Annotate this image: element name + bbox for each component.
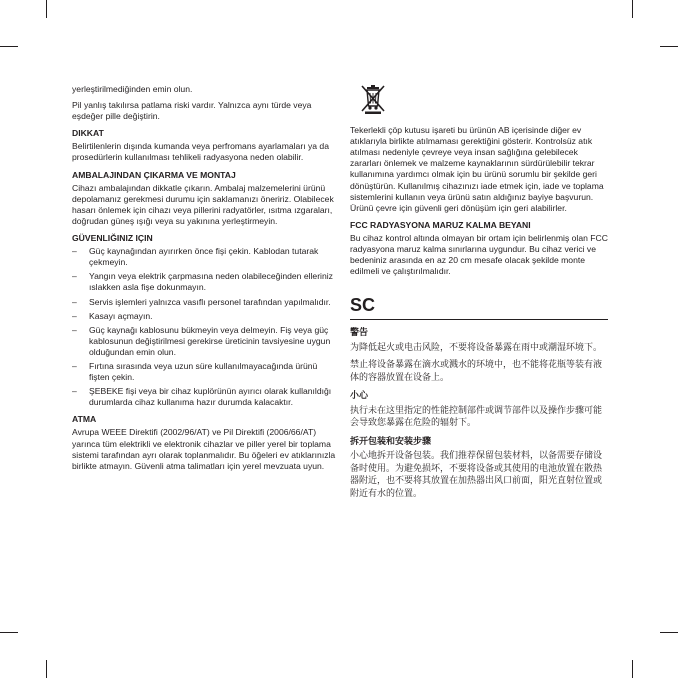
zh-unpack-text: 小心地拆开设备包装。我们推荐保留包装材料，以备需要存储设备时使用。为避免损坏，不要将设备或其使用的电池放置在散热器附近，也不要将其放置在加热器出风口前面，阳光直射位置或附近有水的位置。 — [350, 450, 603, 498]
intro-text-2: Pil yanlış takılırsa patlama riski vardır. Yalnızca aynı türde veya eşdeğer pille değiştirin. — [72, 100, 312, 122]
dikkat-text: Belirtilenlerin dışında kumanda veya perfromans ayarlamaları ya da prosedürlerin kullanılması tehlikeli radyasyona neden olabilir. — [72, 141, 329, 163]
safety-list — [72, 246, 336, 408]
crop-mark-left-top — [0, 46, 18, 47]
list-item: – Yangın veya elektrik çarpmasına neden olabileceğinden elleriniz ıslakken asla fişe dokunmayın. — [72, 271, 333, 293]
right-column — [350, 84, 608, 504]
weee-text: Tekerlekli çöp kutusu işareti bu ürünün AB içerisinde diğer ev atıklarıyla birlikte atılmaması gerektiğini gösterir. Kontrolsüz atık atılması nedeniyle çevreye veya insan sağlığına gelebilecek zararları önlemek ve malzeme kaynaklarının sürdürülebilir tekrar kullanımına yardımcı olmak için bu ürünü sorumlu bir şekilde geri dönüştürün. Kullanılmış cihazınızı iade etmek için, iade ve toplama sistemlerini kullanın veya ürünü satın aldığınız bayiye başvurun. Ürünü çevre için güvenli geri dönüşüm için geri alabilirler. — [350, 125, 604, 213]
dikkat-heading: DIKKAT — [72, 128, 104, 139]
crop-mark-bottom-left — [46, 660, 47, 678]
safety-heading: GÜVENLIĞINIZ IÇIN — [72, 233, 153, 244]
left-column — [72, 84, 336, 477]
fcc-text: Bu cihaz kontrol altında olmayan bir ortam için belirlenmiş olan FCC radyasyona maruz kalma sınırlarına uygundur. Bu cihaz verici ve bedeniniz arasında en az 20 cm mesafe olacak şekilde monte edilmeli ve çalıştırılmalıdır. — [350, 232, 608, 277]
intro-text-1: yerleştirilmediğinden emin olun. — [72, 84, 193, 94]
unpack-heading: AMBALAJINDAN ÇIKARMA VE MONTAJ — [72, 169, 236, 180]
caution-text: 执行未在这里指定的性能控制部件或调节部件以及操作步骤可能会导致您暴露在危险的辐射下。 — [350, 404, 603, 428]
warning-text-2: 禁止将设备暴露在滴水或溅水的环境中，也不能将花瓶等装有液体的容器放置在设备上。 — [350, 359, 603, 382]
list-item: – Kasayı açmayın. — [72, 310, 153, 321]
crop-mark-left-bottom — [0, 632, 18, 633]
crop-mark-right-bottom — [660, 632, 678, 633]
crop-mark-top-right — [632, 0, 633, 18]
caution-heading: 小心 — [350, 390, 369, 401]
crop-mark-right-top — [660, 46, 678, 47]
sc-divider — [350, 319, 608, 320]
list-item: – ŞEBEKE fişi veya bir cihaz kuplörünün ayırıcı olarak kullanıldığı durumlarda cihaz kullanıma hazır durumda kalacaktır. — [72, 386, 332, 408]
warning-heading: 警告 — [350, 327, 369, 338]
list-item: – Güç kaynağından ayırırken önce fişi çekin. Kablodan tutarak çekmeyin. — [72, 246, 319, 268]
crossed-out-wheelie-bin-icon — [358, 84, 388, 114]
sc-section-heading: SC — [350, 295, 376, 316]
fcc-heading: FCC RADYASYONA MARUZ KALMA BEYANI — [350, 219, 531, 230]
warning-text-1: 为降低起火或电击风险，不要将设备暴露在雨中或潮湿环境下。 — [350, 341, 603, 352]
zh-unpack-heading: 拆开包装和安装步骤 — [350, 435, 432, 446]
crop-mark-top-left — [46, 0, 47, 18]
list-item: – Fırtına sırasında veya uzun süre kullanılmayacağında ürünü fişten çekin. — [72, 360, 318, 383]
atma-heading: ATMA — [72, 414, 97, 425]
list-item: – Servis işlemleri yalnızca vasıflı personel tarafından yapılmalıdır. — [72, 296, 331, 307]
unpack-text: Cihazı ambalajından dikkatle çıkarın. Ambalaj malzemelerini ürünü depolamanız gerekmesi durumu için saklamanızı öneririz. Olabilecek hasarı önlemek için cihazı veya pillerini radyatörler, ısıtma ızgaraları, doğrudan güneş ışığı veya su yakınına yerleştirmeyin. — [72, 182, 334, 226]
crop-mark-bottom-right — [632, 660, 633, 678]
list-item: – Güç kaynağı kablosunu bükmeyin veya delmeyin. Fiş veya güç kablosunun değiştirilmesi gerekirse üreticinin tavsiyesine uygun olduğundan emin olun. — [72, 324, 331, 357]
atma-text: Avrupa WEEE Direktifi (2002/96/AT) ve Pil Direktifi (2006/66/AT) yarınca tüm elektrikli ve elektronik cihazlar ve piller yerel bir toplama sistemi tarafından ayrı olarak toplanmalıdır. Bu öğeleri ev atıklarınızla birlikte atmayın. Güvenli atma talimatları için yerel mevzuata uyun. — [72, 427, 336, 471]
